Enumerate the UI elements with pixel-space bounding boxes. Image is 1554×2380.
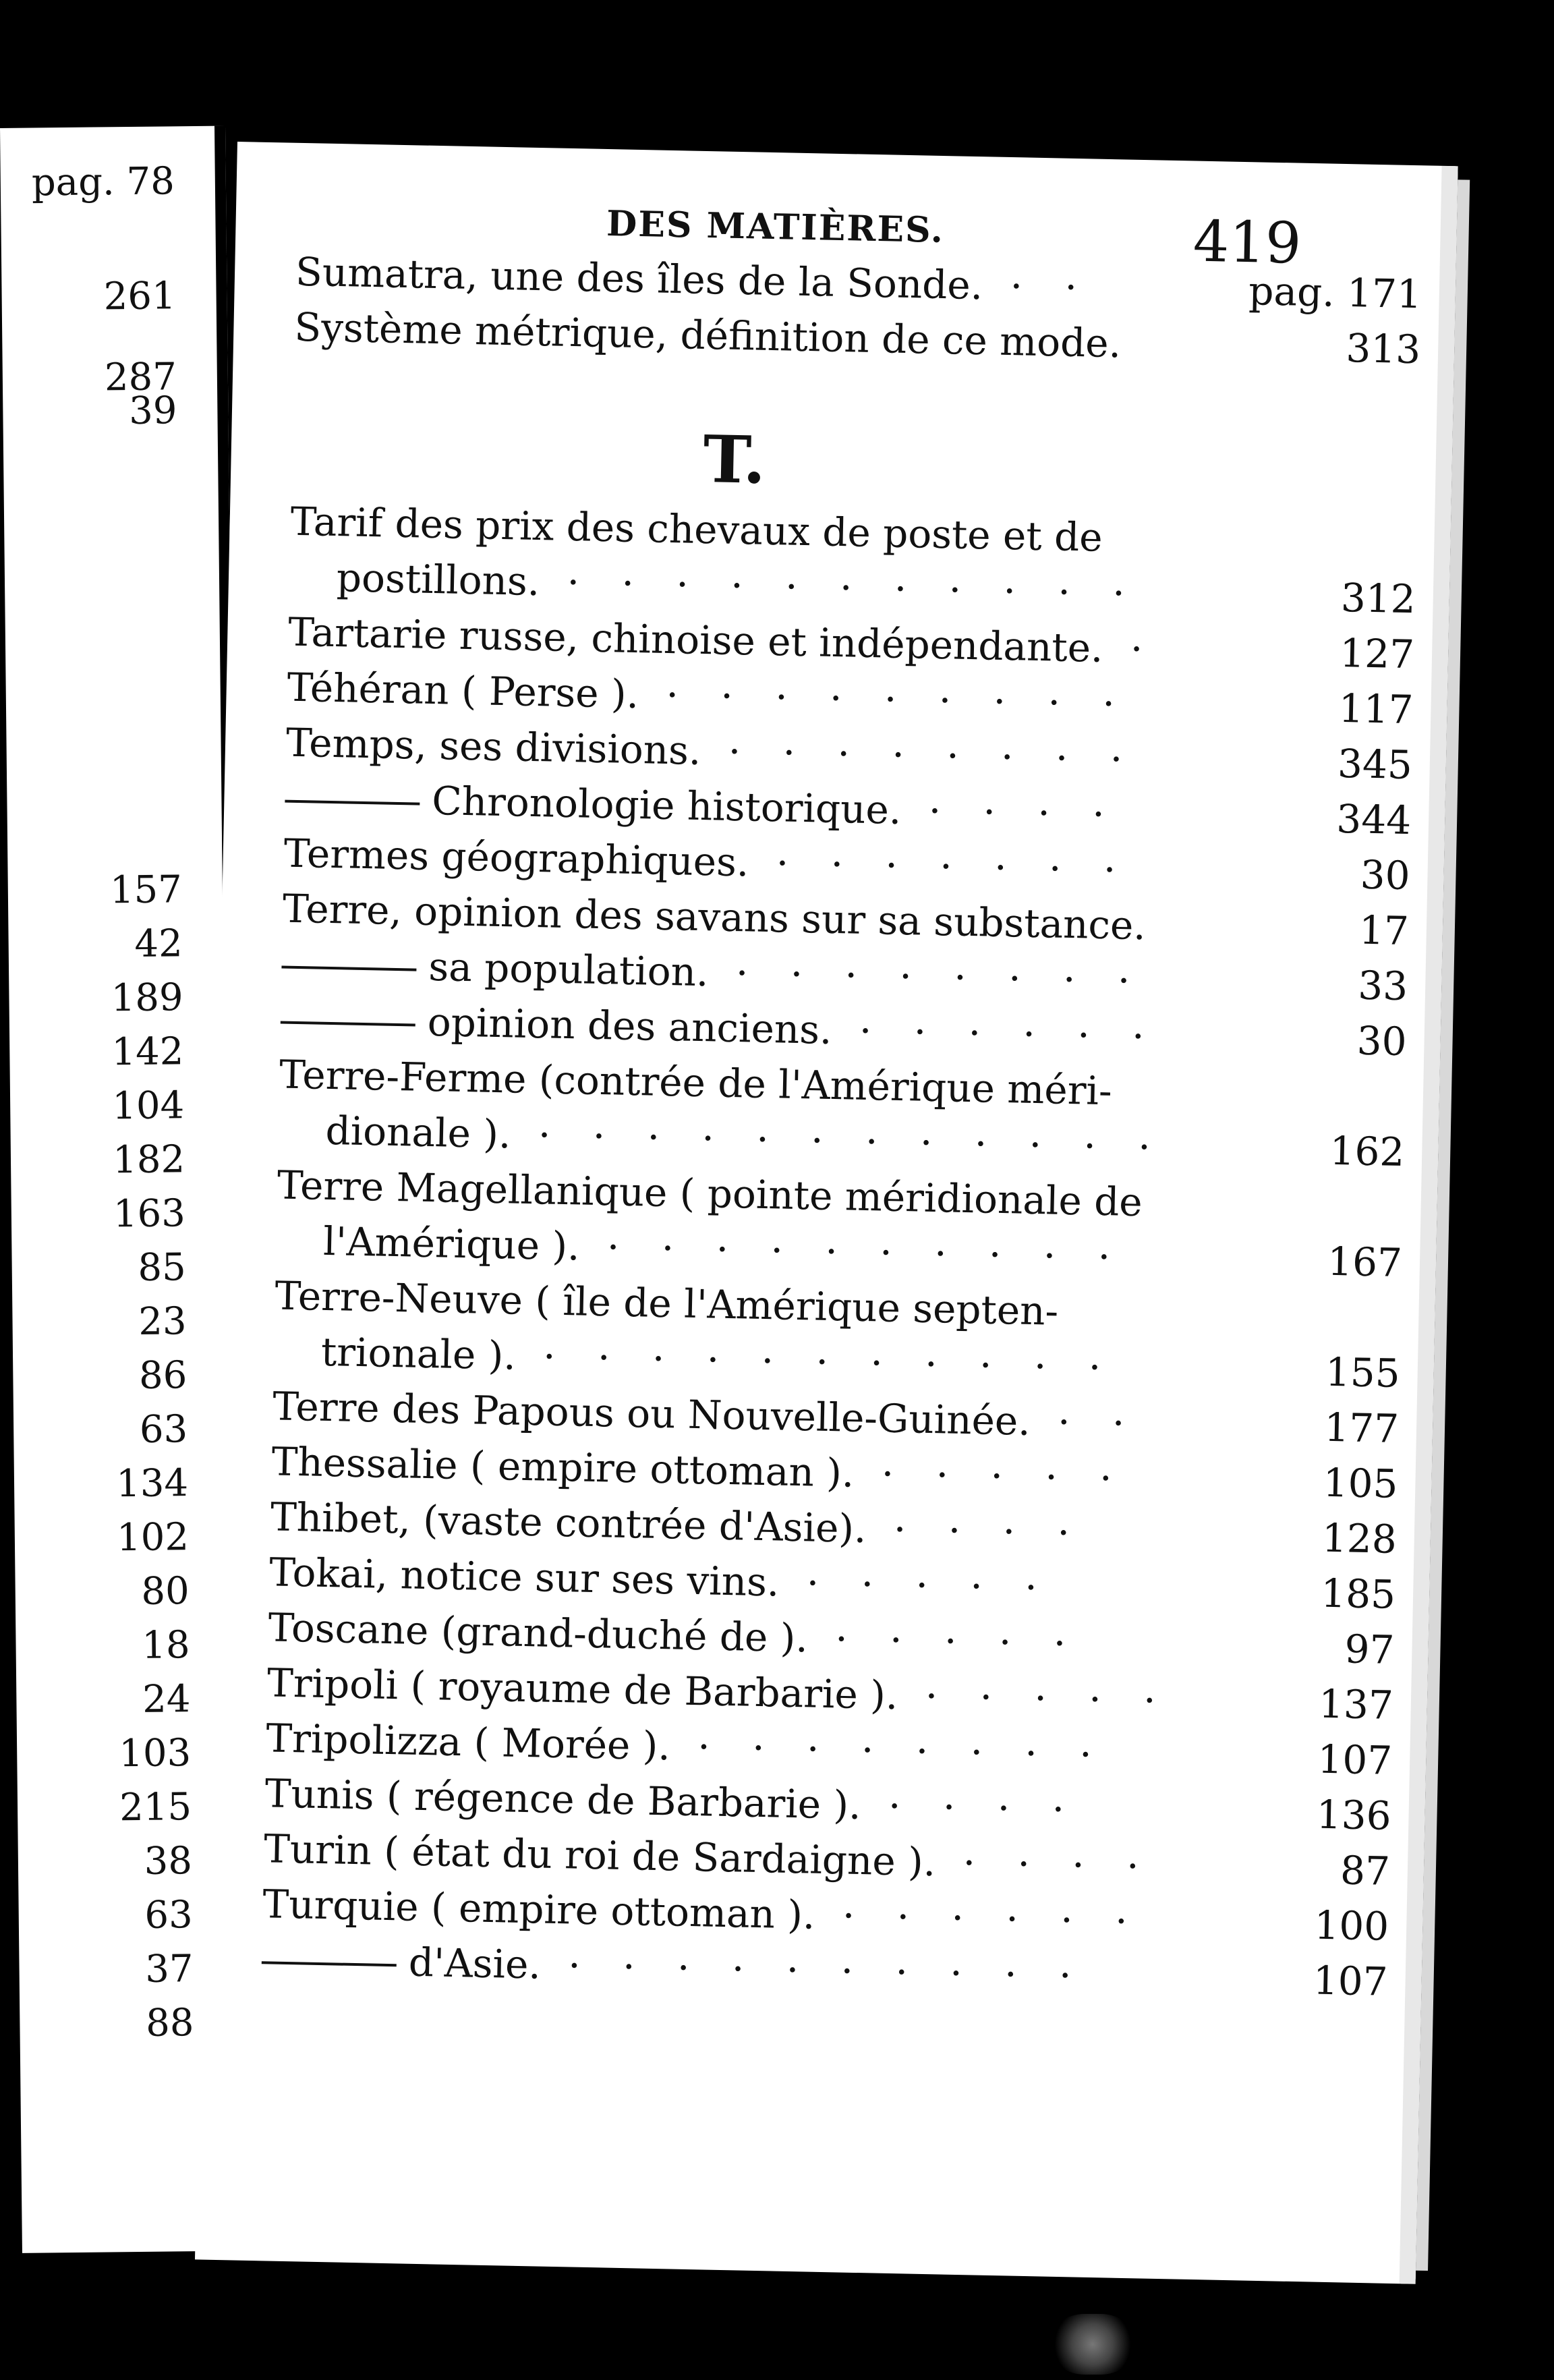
entry-page-number: 312 [1340, 574, 1416, 623]
entry-page-number: 167 [1327, 1238, 1403, 1286]
entry-text: Turin ( état du roi de Sardaigne ). [263, 1825, 936, 1886]
entry-text: Terre-Neuve ( île de l'Amérique septen- [274, 1272, 1059, 1334]
left-page-number: 163 [113, 1191, 186, 1237]
left-page-numbers-column [0, 126, 194, 2045]
entry-page-number: 345 [1337, 740, 1413, 789]
entry-text: Terre-Ferme (contrée de l'Amérique méri- [279, 1051, 1113, 1114]
leader-dots: · · · · · · [831, 1007, 1160, 1060]
left-page-number: 37 [144, 1947, 194, 1991]
entry-text: Terre, opinion des savans sur sa substance. [282, 885, 1147, 949]
leader-dots: · · · · · · · · · [638, 671, 1130, 727]
left-page-number: 134 [115, 1461, 189, 1506]
left-page-number: 39 [128, 389, 177, 434]
left-page-number: 104 [111, 1083, 185, 1129]
ditto-dash [281, 1021, 415, 1027]
entry-text: opinion des anciens. [427, 998, 833, 1053]
leader-dots: · · · · · [778, 1559, 1053, 1611]
left-page-number: 86 [138, 1353, 188, 1398]
entry-text: Tarif des prix des chevaux de poste et de [290, 498, 1103, 561]
left-page-number: 63 [139, 1407, 188, 1452]
entry-page-number: 97 [1344, 1626, 1395, 1673]
entry-page-number: 313 [1345, 325, 1421, 373]
left-page-number: 63 [144, 1893, 194, 1937]
left-page-number: 80 [141, 1569, 190, 1614]
leader-dots: · · · · · · · · [708, 949, 1145, 1004]
entry-page-number: 137 [1318, 1680, 1394, 1728]
section-letter: T. [702, 420, 767, 499]
entry-text: Tripoli ( royaume de Barbarie ). [266, 1660, 898, 1719]
index-entry [278, 1047, 1405, 1178]
leader-dots: · · · · [900, 787, 1120, 838]
leader-dots: · · · · · · · · [670, 1723, 1107, 1778]
entry-continuation-text: postillons. [336, 555, 540, 605]
entry-page-number: 155 [1325, 1349, 1401, 1396]
leader-dots: · · · · · · · · · · · [515, 1332, 1116, 1391]
index-entry [289, 494, 1416, 625]
entry-page-number: 127 [1339, 629, 1415, 678]
entry-page-number: 128 [1321, 1514, 1398, 1562]
left-page-number: 23 [138, 1299, 187, 1344]
entry-text: Tokai, notice sur ses vins. [268, 1549, 780, 1606]
entry-text: Terre des Papous ou Nouvelle-Guinée. [272, 1383, 1031, 1444]
left-page-number: 103 [119, 1731, 192, 1776]
entry-text: Thibet, (vaste contrée d'Asie). [270, 1494, 867, 1552]
entry-page-number: 17 [1358, 907, 1410, 955]
entry-page-number: 136 [1316, 1791, 1392, 1839]
page-edge [1416, 179, 1470, 2271]
leader-dots: · · · · · · · · · · [579, 1223, 1126, 1280]
left-page-number: 42 [134, 922, 183, 966]
entry-page-number: 33 [1357, 962, 1408, 1010]
leader-dots: · · · · [860, 1782, 1080, 1833]
entry-text: Téhéran ( Perse ). [287, 664, 639, 718]
entry-text: Toscane (grand-duché de ). [268, 1604, 809, 1662]
ink-blot [1052, 2314, 1133, 2375]
entry-text: Termes géographiques. [283, 830, 750, 886]
left-page-number: 157 [109, 868, 183, 913]
left-page-number: 182 [112, 1137, 185, 1183]
leader-dots: · · · · [865, 1506, 1085, 1556]
entry-page-number: 344 [1335, 795, 1412, 844]
entry-page-number: 185 [1320, 1570, 1396, 1618]
leader-dots: · · · · · · · · · · · · [510, 1111, 1166, 1170]
left-page-number: 102 [116, 1515, 190, 1560]
entry-text: Tartarie russe, chinoise et indépendante. [287, 608, 1104, 671]
left-page-number: 215 [119, 1785, 192, 1830]
entry-page-number: 107 [1317, 1736, 1393, 1784]
entry-page-number: 117 [1338, 685, 1414, 733]
entry-text: Tunis ( régence de Barbarie ). [264, 1770, 862, 1829]
leader-dots: · · · · · [807, 1615, 1081, 1667]
entry-text: d'Asie. [408, 1939, 542, 1988]
entry-text: Chronologie historique. [431, 777, 902, 833]
left-page-number: pag. 78 [31, 159, 175, 205]
leader-dots: · · · · · · [814, 1892, 1143, 1945]
entry-page-number: 105 [1323, 1459, 1399, 1507]
top-entries [293, 244, 1422, 375]
leader-dots: · · · · · · · · · · [540, 1942, 1087, 1999]
ditto-dash [262, 1961, 397, 1966]
left-page-number: 189 [111, 975, 183, 1021]
page-number: 419 [1192, 208, 1302, 277]
index-entry [276, 1158, 1403, 1288]
left-page-number: 142 [111, 1029, 184, 1075]
entry-text: Terre Magellanique ( pointe méridionale de [277, 1162, 1143, 1226]
entry-page-number: 87 [1340, 1847, 1391, 1894]
right-page [195, 142, 1458, 2284]
ditto-dash [281, 966, 416, 971]
ditto-dash [285, 800, 420, 805]
entry-text: sa population. [428, 943, 710, 996]
entry-page-number: 177 [1323, 1404, 1400, 1452]
entry-continuation-text: trionale ). [320, 1328, 517, 1379]
entry-text: Tripolizza ( Morée ). [265, 1715, 671, 1769]
leader-dots: · · [982, 262, 1093, 311]
entry-text: Système métrique, définition de ce mode. [293, 304, 1122, 367]
entry-text: Temps, ses divisions. [285, 719, 702, 774]
leader-dots: · [1102, 625, 1159, 673]
entry-page-number: 30 [1360, 851, 1411, 899]
leader-dots: · · · · · [853, 1450, 1128, 1502]
left-page-number: 24 [142, 1677, 191, 1722]
entry-continuation-text: l'Amérique ). [322, 1218, 581, 1270]
entry-page-number: 100 [1313, 1902, 1389, 1950]
entry-page-number: 30 [1356, 1017, 1408, 1065]
left-page-number: 85 [138, 1245, 187, 1290]
entry-page-number: 162 [1329, 1127, 1405, 1176]
entry-text: Thessalie ( empire ottoman ). [271, 1438, 855, 1496]
leader-dots: · · · · · · · [748, 839, 1132, 893]
entry-continuation-text: dionale ). [324, 1107, 512, 1158]
entry-text: Turquie ( empire ottoman ). [262, 1881, 816, 1938]
index-entries [261, 494, 1416, 2008]
left-page-number: 88 [145, 2001, 194, 2045]
entry-text: Sumatra, une des îles de la Sonde. [295, 248, 983, 309]
entry-page-number: 107 [1313, 1957, 1389, 2005]
left-page-number: 261 [103, 274, 176, 319]
leader-dots: · · · · · [897, 1672, 1172, 1724]
leader-dots: · · [1029, 1398, 1141, 1447]
left-page-number: 287 [104, 355, 177, 400]
left-page-number: 18 [141, 1623, 190, 1668]
left-page-number: 38 [144, 1839, 193, 1883]
leader-dots: · · · · [935, 1839, 1155, 1890]
entry-page-number: pag. 171 [1248, 268, 1422, 318]
leader-dots: · · · · · · · · [700, 727, 1138, 783]
index-entry [273, 1268, 1401, 1398]
leader-dots: · · · · · · · · · · · [539, 559, 1141, 617]
page-header: DES MATIÈRES. [606, 203, 945, 252]
